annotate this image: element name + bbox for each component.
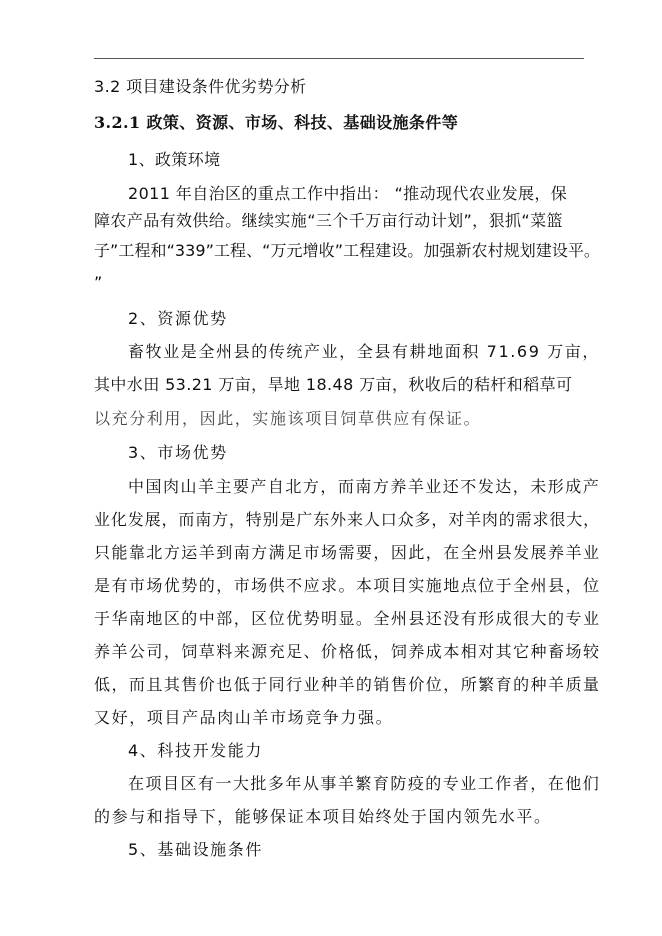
section-title: 3.2 项目建设条件优劣势分析	[94, 77, 307, 96]
market-heading: 3、市场优势	[128, 443, 228, 462]
tech-line: 的参与和指导下，能够保证本项目始终处于国内领先水平。	[94, 807, 552, 826]
header-rule	[94, 58, 584, 59]
market-line: 中国肉山羊主要产自北方，而南方养羊业还不发达，未形成产	[128, 477, 601, 496]
resources-line: 以充分利用，因此，实施该项目饲草供应有保证。	[94, 409, 482, 428]
market-line: 又好，项目产品肉山羊市场竞争力强。	[94, 708, 394, 727]
resources-line: 其中水田 53.21 万亩，旱地 18.48 万亩，秋收后的秸杆和稻草可	[94, 375, 573, 394]
resources-line: 畜牧业是全州县的传统产业，全县有耕地面积 71.69 万亩，	[128, 342, 600, 361]
market-line: 于华南地区的中部，区位优势明显。全州县还没有形成很大的专业	[94, 609, 601, 628]
resources-heading: 2、资源优势	[128, 309, 228, 328]
market-line: 业化发展，而南方，特别是广东外来人口众多，对羊肉的需求很大，	[94, 510, 601, 529]
market-line: 养羊公司，饲草料来源充足、价格低，饲养成本相对其它种畜场较	[94, 642, 601, 661]
policy-line: 2011 年自治区的重点工作中指出： “推动现代农业发展，保	[128, 184, 568, 203]
market-line: 只能靠北方运羊到南方满足市场需要，因此，在全州县发展养羊业	[94, 543, 601, 562]
policy-heading: 1、政策环境	[128, 150, 221, 169]
market-line: 是有市场优势的，市场供不应求。本项目实施地点位于全州县，位	[94, 576, 601, 595]
market-line: 低，而且其售价也低于同行业种羊的销售价位，所繁育的种羊质量	[94, 675, 601, 694]
subsection-title: 3.2.1 政策、资源、市场、科技、基础设施条件等	[94, 113, 459, 132]
tech-line: 在项目区有一大批多年从事羊繁育防疫的专业工作者，在他们	[128, 774, 601, 793]
policy-line: 子”工程和“339”工程、“万元增收”工程建设。加强新农村规划建设平。	[94, 241, 600, 260]
policy-line: ”	[94, 273, 103, 292]
infrastructure-heading: 5、基础设施条件	[128, 840, 263, 859]
tech-heading: 4、科技开发能力	[128, 741, 263, 760]
policy-line: 障农产品有效供给。继续实施“三个千万亩行动计划”，狠抓“菜篮	[94, 211, 563, 230]
